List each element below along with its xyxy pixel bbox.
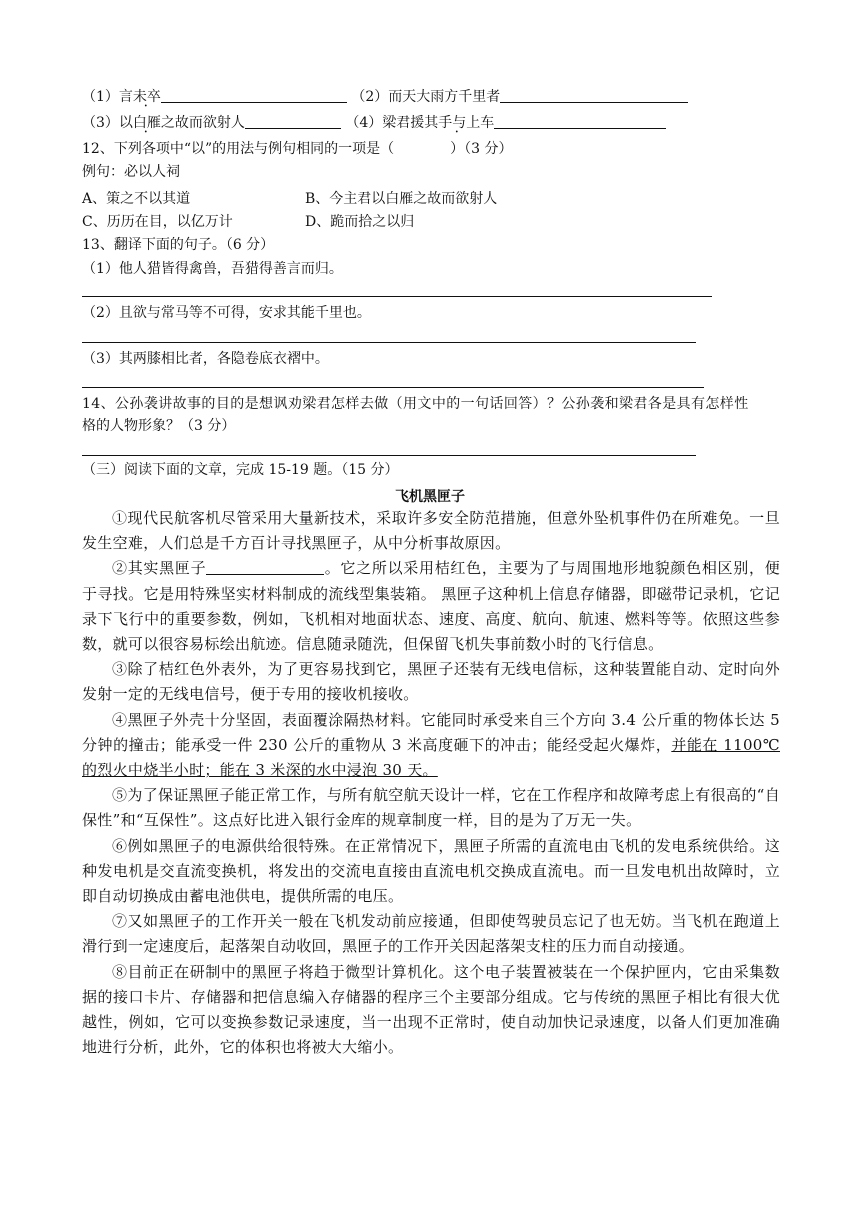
q14-line-1: 14、公孙袭讲故事的目的是想讽劝梁君怎样去做（用文中的一句话回答）？公孙袭和梁君各是具有怎样性 (82, 396, 749, 412)
emphasis-dot: • (144, 129, 148, 136)
q11-row-2 (82, 114, 666, 132)
q12-option-a[interactable]: A、策之不以其道 (82, 191, 191, 207)
article-body (82, 506, 780, 1060)
section-heading: （三）阅读下面的文章，完成 15-19 题。（15 分） (82, 462, 399, 478)
paragraph-5: ⑤为了保证黑匣子能正常工作，与所有航空航天设计一样，它在工作程序和故障考虑上有很高的“自保性”和“互保性”。这点好比进入银行金库的规章制度一样，目的是为了万无一失。 (82, 786, 780, 830)
paragraph-2-lead: ②其实黑匣子 (112, 559, 207, 578)
emphasis-dot: • (455, 129, 459, 136)
answer-blank[interactable] (500, 88, 688, 103)
q12-example: 例句：必以人祠 (82, 164, 180, 180)
paragraph-4 (82, 708, 780, 784)
underlined-sentence: 并能在 1100℃的烈火中烧半小时；能在 3 米深的水中浸泡 30 天。 (82, 735, 780, 780)
q12-stem: 12、下列各项中“以”的用法与例句相同的一项是（ ）（3 分） (82, 141, 513, 157)
q11-row-1 (82, 88, 688, 106)
answer-blank[interactable] (494, 114, 666, 129)
q13-sentence-1: （1）他人猎皆得禽兽，吾猎得善言而归。 (82, 261, 343, 277)
answer-line[interactable] (82, 296, 712, 297)
paragraph-1: ①现代民航客机尽管采用大量新技术，采取许多安全防范措施，但意外坠机事件仍在所难免。一旦发生空难，人们总是千方百计寻找黑匣子，从中分析事故原因。 (82, 509, 780, 553)
answer-blank[interactable] (245, 114, 341, 129)
paragraph-2 (82, 556, 780, 657)
article-title: 飞机黑匣子 (395, 489, 465, 505)
q12-option-b[interactable]: B、今主君以白雁之故而欲射人 (305, 191, 498, 207)
answer-line[interactable] (82, 455, 696, 456)
q12-options-row-2 (82, 213, 782, 231)
q12-option-c[interactable]: C、历历在目，以亿万计 (82, 214, 233, 230)
paragraph-7: ⑦又如黑匣子的工作开关一般在飞机发动前应接通，但即使驾驶员忘记了也无妨。当飞机在跑道上滑行到一定速度后，起落架自动收回，黑匣子的工作开关因起落架支柱的压力而自动接通。 (82, 912, 780, 956)
answer-line[interactable] (82, 387, 704, 388)
paragraph-3: ③除了桔红色外表外，为了更容易找到它，黑匣子还装有无线电信标，这种装置能自动、定时向外发射一定的无线电信号，便于专用的接收机接收。 (82, 660, 780, 704)
q13-stem: 13、翻译下面的句子。（6 分） (82, 237, 275, 253)
q11-item-1: （1）言未卒 (82, 89, 161, 105)
q11-item-3: （3）以白雁之故而欲射人 (82, 115, 245, 131)
q13-sentence-2: （2）且欲与常马等不可得，安求其能千里也。 (82, 305, 371, 321)
emphasis-dot: • (144, 103, 148, 110)
answer-blank[interactable] (206, 560, 324, 575)
q14-line-2: 格的人物形象？（3 分） (82, 418, 236, 434)
q11-item-4: （4）梁君援其手与上车 (345, 115, 495, 131)
paragraph-6: ⑥例如黑匣子的电源供给很特殊。在正常情况下，黑匣子所需的直流电由飞机的发电系统供给。这种发电机是交直流变换机，将发出的交流电直接由直流电机交换成直流电。而一旦发电机出故障时，立即自动切换成由蓄电池供电，提供所需的电压。 (82, 836, 780, 906)
q11-item-2: （2）而天大雨方千里者 (351, 89, 501, 105)
q13-sentence-3: （3）其两膝相比者，各隐卷底衣褶中。 (82, 351, 329, 367)
paragraph-2-rest: 。它之所以采用桔红色，主要为了与周围地形地貌颜色相区别，便于寻找。它是用特殊坚实材料制成的流线型集装箱。 黑匣子这种机上信息存储器，即磁带记录机，它记录下飞行中的重要参数，例如，飞机相对地面状态、速度、高度、航向、航速、燃料等等。依照这些参数，就可以很容易标绘出航迹。信息随录随洗，但保留飞机失事前数小时的飞行信息。 (82, 559, 781, 654)
q12-option-d[interactable]: D、跪而拾之以归 (305, 214, 415, 230)
q12-options-row-1 (82, 190, 782, 208)
answer-line[interactable] (82, 342, 696, 343)
paragraph-8: ⑧目前正在研制中的黑匣子将趋于微型计算机化。这个电子装置被装在一个保护匣内，它由采集数据的接口卡片、存储器和把信息编入存储器的程序三个主要部分组成。它与传统的黑匣子相比有很大优越性，例如，它可以变换参数记录速度，当一出现不正常时，使自动加快记录速度，以备人们更加准确地进行分析，此外，它的体积也将被大大缩小。 (82, 962, 780, 1057)
paragraph-4-lead: ④黑匣子外壳十分坚固，表面覆涂隔热材料。它能同时承受来自三个方向 3.4 公斤重的物体长达 5 分钟的撞击；能承受一件 230 公斤的重物从 3 米高度砸下的冲击；能经受起火爆炸， (82, 710, 780, 754)
answer-blank[interactable] (161, 88, 347, 103)
